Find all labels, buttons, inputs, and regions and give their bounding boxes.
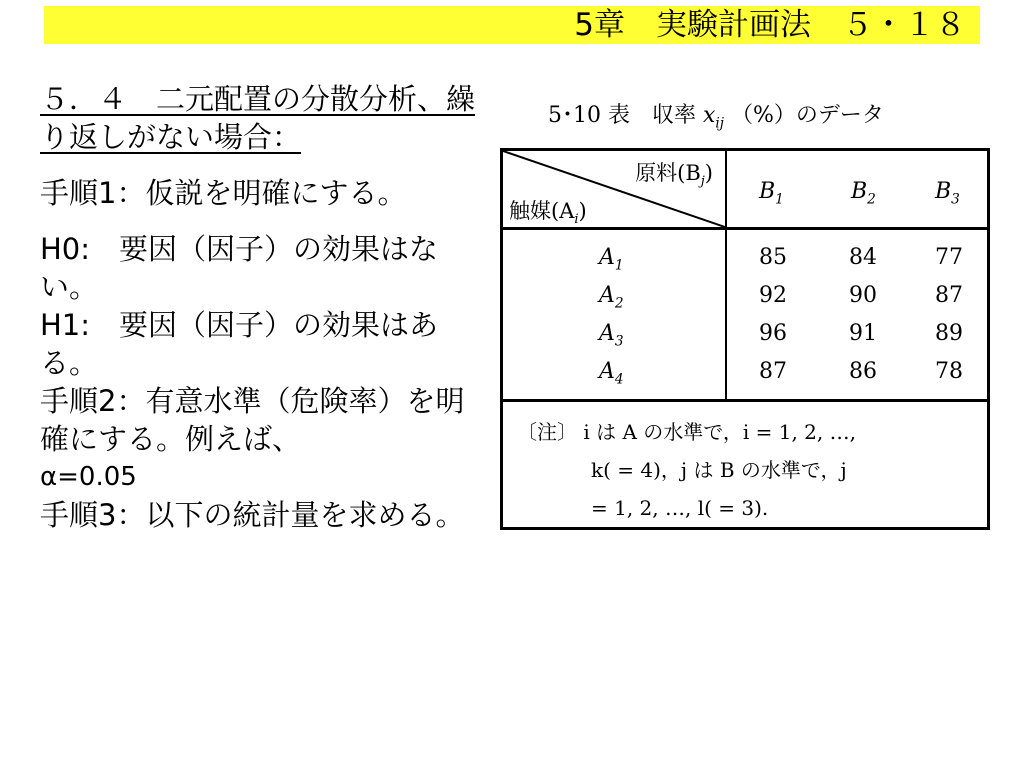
data-table [500, 148, 990, 530]
column-header: $B_3$ [935, 179, 960, 208]
step1-text: 手順1：仮説を明確にする。 [40, 176, 407, 210]
caption-sub: ij [715, 115, 725, 132]
table-cell: 78 [935, 359, 963, 384]
row-header: $A_2$ [599, 283, 624, 312]
row-header: $A_4$ [599, 359, 624, 388]
h1-text: H1: 要因（因子）の効果はある。 [40, 308, 439, 380]
header-bar [44, 6, 980, 44]
table-divider-vertical [725, 151, 727, 401]
row-header: $A_3$ [599, 321, 624, 350]
step3-text: 手順3：以下の統計量を求める。 [40, 498, 465, 532]
table-corner-cell [503, 151, 725, 227]
column-header: $B_1$ [759, 179, 784, 208]
table-cell: 87 [759, 359, 787, 384]
caption-text: 5･10 表 収率 [548, 103, 696, 128]
page-title: 5章 実験計画法 ５・１８ [574, 7, 966, 43]
body-text [40, 80, 490, 534]
table-cell: 84 [849, 245, 877, 270]
column-header: $B_2$ [851, 179, 876, 208]
table-cell: 85 [759, 245, 787, 270]
caption-unit: （%）のデータ [731, 103, 884, 128]
table-divider-note [503, 399, 987, 402]
table-cell: 86 [849, 359, 877, 384]
table-caption [548, 98, 884, 131]
table-cell: 90 [849, 283, 877, 308]
step2-text: 手順2：有意水準（危険率）を明確にする。例えば、 [40, 384, 465, 456]
h0-text: H0: 要因（因子）の効果はない。 [40, 232, 439, 304]
row-header: $A_1$ [599, 245, 624, 274]
corner-top-label: 原料$(B_j)$ [635, 161, 713, 190]
corner-bottom-label: 触媒$(A_i)$ [509, 199, 587, 228]
alpha-text: α=0.05 [40, 462, 137, 492]
note-line: 〔注〕 i は A の水準で，i = 1, 2, …, [517, 420, 856, 444]
table-note [517, 413, 977, 527]
table-cell: 89 [935, 321, 963, 346]
table-cell: 77 [935, 245, 963, 270]
note-line: = 1, 2, …, l( = 3). [591, 496, 769, 520]
table-cell: 96 [759, 321, 787, 346]
data-table-image [496, 96, 996, 536]
section-title: ５．４ 二元配置の分散分析、繰り返しがない場合： [40, 82, 476, 154]
table-divider-header [503, 227, 987, 230]
table-cell: 91 [849, 321, 877, 346]
note-line: k( = 4)，j は B の水準で，j [591, 458, 847, 482]
caption-var: x [703, 103, 716, 128]
table-cell: 92 [759, 283, 787, 308]
table-cell: 87 [935, 283, 963, 308]
